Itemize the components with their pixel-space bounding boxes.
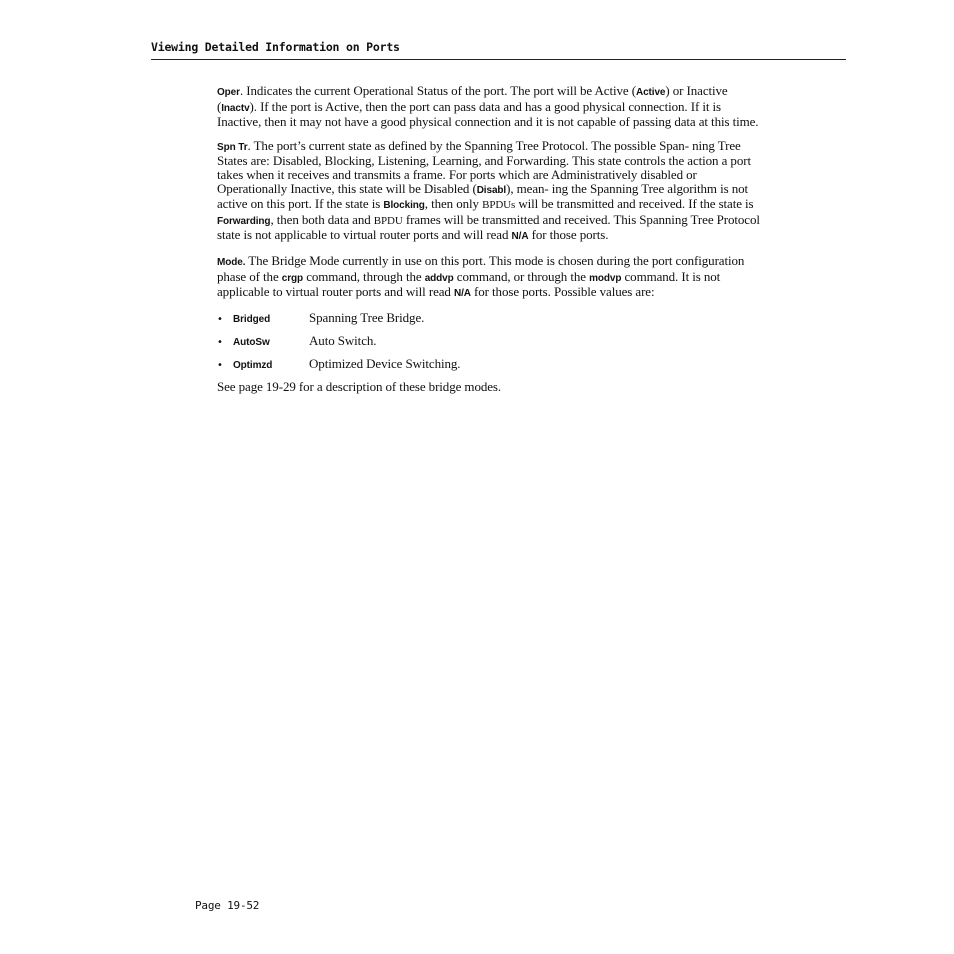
bridge-mode-list bbox=[217, 311, 762, 371]
list-item bbox=[217, 334, 762, 348]
mode-term: Mode. bbox=[217, 256, 246, 268]
mode-addvp-keyword: addvp bbox=[424, 272, 454, 284]
bridge-mode-term: Bridged bbox=[233, 313, 271, 325]
oper-text-3: ). If the port is Active, then the port can pass data and has a good physical connection. If it is Inactive, then it may not have a good physical connection and it is not capable of passing data at this time. bbox=[217, 98, 759, 130]
bullet-icon: • bbox=[217, 313, 223, 325]
spntr-disabl-keyword: Disabl bbox=[476, 184, 507, 196]
spntr-term: Spn Tr bbox=[217, 141, 248, 153]
list-item bbox=[217, 311, 762, 325]
mode-na-keyword: N/A bbox=[453, 288, 471, 300]
oper-text-1: . Indicates the current Operational Status of the port. The port will be Active ( bbox=[239, 83, 636, 98]
spntr-forwarding-keyword: Forwarding bbox=[217, 215, 271, 227]
spntr-text-7: for those ports. bbox=[528, 227, 609, 243]
spntr-text-4: will be transmitted and received. If the state is bbox=[515, 196, 754, 212]
bridge-mode-description: Optimized Device Switching. bbox=[309, 355, 461, 371]
mode-text-3: command, or through the bbox=[453, 268, 590, 284]
spntr-text-5: , then both data and bbox=[270, 211, 374, 227]
list-item bbox=[217, 357, 762, 371]
spntr-bpdu: BPDU bbox=[373, 214, 403, 227]
spntr-text-1: . The port’s current state as defined by the Spanning Tree Protocol. The possible Span- ning Tree States are: Disabled, Blocking, Listening, Learning, and Forwarding. This state controls the action a port takes when it receives and transmits a frame. For ports which are Administratively disabled or Operationally Inactive, this state will be Disabled ( bbox=[217, 137, 751, 196]
page-number: Page 19-52 bbox=[195, 899, 260, 912]
mode-text-4: command. It is not applicable to virtual router ports and will read bbox=[217, 268, 721, 300]
mode-text-2: command, through the bbox=[303, 268, 425, 284]
spntr-text-2: ), mean- ing the Spanning Tree algorithm is not active on this port. If the state is bbox=[217, 180, 749, 212]
bridge-mode-description: Spanning Tree Bridge. bbox=[309, 309, 425, 325]
document-body bbox=[217, 84, 762, 403]
oper-term: Oper bbox=[217, 87, 240, 98]
bullet-icon: • bbox=[217, 336, 223, 348]
mode-crgp-keyword: crgp bbox=[281, 272, 304, 284]
bridge-mode-term: AutoSw bbox=[233, 336, 270, 348]
spntr-bpdus: BPDUs bbox=[482, 199, 516, 212]
oper-paragraph bbox=[217, 84, 762, 129]
spntr-text-3: , then only bbox=[424, 196, 483, 212]
spntr-na-keyword: N/A bbox=[511, 231, 529, 243]
oper-inactv-keyword: Inactv bbox=[221, 102, 250, 114]
see-also-paragraph: See page 19-29 for a description of these bridge modes. bbox=[217, 378, 502, 394]
mode-paragraph bbox=[217, 254, 762, 301]
spntr-blocking-keyword: Blocking bbox=[383, 200, 425, 212]
running-header: Viewing Detailed Information on Ports bbox=[151, 40, 400, 54]
mode-text-1: The Bridge Mode currently in use on this port. This mode is chosen during the port configuration phase of the bbox=[217, 252, 745, 284]
bridge-mode-term: Optimzd bbox=[233, 359, 273, 371]
spntr-paragraph bbox=[217, 139, 762, 244]
mode-modvp-keyword: modvp bbox=[589, 272, 622, 284]
oper-active-keyword: Active bbox=[635, 87, 666, 98]
header-rule bbox=[151, 59, 846, 60]
bridge-mode-description: Auto Switch. bbox=[309, 332, 377, 348]
oper-text-2: ) or Inactive ( bbox=[217, 83, 728, 114]
mode-text-5: for those ports. Possible values are: bbox=[470, 284, 655, 300]
spntr-text-6: frames will be transmitted and received. This Spanning Tree Protocol state is not applicable to virtual router ports and will read bbox=[217, 211, 760, 243]
bullet-icon: • bbox=[217, 359, 223, 371]
